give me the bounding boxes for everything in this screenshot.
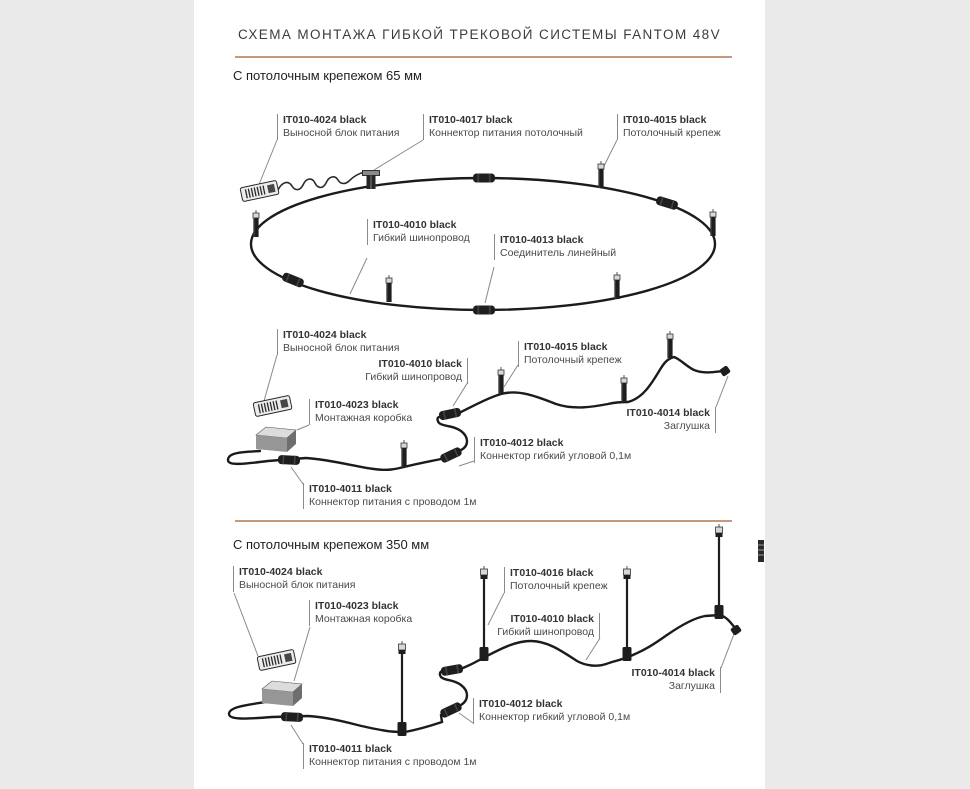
flexible-track-ring: [251, 178, 715, 310]
part-name: Коннектор питания с проводом 1м: [309, 755, 477, 768]
ceiling-mount-65: [710, 209, 716, 236]
ceiling-mount-65: [598, 161, 604, 188]
label-it010-4023: [309, 399, 412, 425]
part-name: Коннектор гибкий угловой 0,1м: [479, 710, 631, 723]
ceiling-mount-350: [480, 566, 489, 661]
label-it010-4017: [423, 114, 583, 140]
part-name: Потолочный крепеж: [623, 126, 721, 139]
corner-connector: [439, 701, 463, 718]
part-name: Коннектор питания потолочный: [429, 126, 583, 139]
part-name: Гибкий шинопровод: [365, 370, 462, 383]
ceiling-mount-65: [498, 367, 504, 394]
label-it010-4023: [309, 600, 412, 626]
mounting-box: [262, 681, 302, 706]
part-code: IT010-4016 black: [510, 567, 594, 579]
ceiling-mount-65: [386, 275, 392, 302]
power-supply-unit: [240, 180, 279, 201]
part-name: Потолочный крепеж: [524, 353, 622, 366]
part-name: Гибкий шинопровод: [373, 231, 470, 244]
label-it010-4011: [303, 743, 477, 769]
part-name: Потолочный крепеж: [510, 579, 608, 592]
label-it010-4013: [494, 234, 616, 260]
label-it010-4024: [277, 329, 399, 355]
feed-connector-1m: [278, 455, 300, 465]
part-name: Гибкий шинопровод: [497, 625, 594, 638]
part-code: IT010-4023 black: [315, 399, 399, 411]
label-it010-4015: [617, 114, 721, 140]
part-code: IT010-4023 black: [315, 600, 399, 612]
label-it010-4024: [277, 114, 399, 140]
ceiling-mount-65: [621, 375, 627, 402]
part-name: Заглушка: [663, 419, 710, 432]
label-it010-4012: [473, 698, 630, 724]
part-code: IT010-4010 black: [510, 613, 594, 625]
part-code: IT010-4014 black: [631, 667, 715, 679]
power-supply-unit: [257, 649, 296, 670]
ceiling-mount-350: [398, 641, 407, 736]
part-code: IT010-4012 black: [479, 698, 563, 710]
linear-connector: [473, 174, 495, 183]
part-code: IT010-4011 black: [309, 483, 392, 495]
ceiling-mount-350: [715, 524, 724, 619]
page-title: СХЕМА МОНТАЖА ГИБКОЙ ТРЕКОВОЙ СИСТЕМЫ FANTOM 48V: [238, 27, 721, 42]
part-name: Монтажная коробка: [315, 411, 413, 424]
ellipse-track-diagram: [240, 140, 716, 315]
part-code: IT010-4011 black: [309, 743, 392, 755]
part-code: IT010-4013 black: [500, 234, 584, 246]
part-code: IT010-4024 black: [283, 329, 367, 341]
part-name: Коннектор гибкий угловой 0,1м: [480, 449, 632, 462]
label-it010-4024: [233, 566, 355, 592]
power-supply-unit: [253, 395, 292, 416]
end-cap: [719, 365, 731, 377]
label-it010-4014: [627, 407, 716, 433]
linear-connector: [281, 272, 305, 289]
corner-connector: [440, 664, 463, 677]
section-heading-65mm: С потолочным крепежом 65 мм: [233, 68, 422, 83]
label-it010-4015: [518, 341, 622, 367]
ceiling-mount-65: [401, 440, 407, 467]
part-code: IT010-4010 black: [373, 219, 457, 231]
label-it010-4010: [367, 219, 470, 245]
label-it010-4010: [365, 358, 468, 384]
part-name: Выносной блок питания: [283, 126, 400, 139]
part-code: IT010-4010 black: [378, 358, 462, 370]
part-name: Выносной блок питания: [239, 578, 356, 591]
part-name: Заглушка: [668, 679, 715, 692]
section-heading-350mm: С потолочным крепежом 350 мм: [233, 537, 430, 552]
part-code: IT010-4014 black: [626, 407, 710, 419]
linear-connector: [473, 306, 495, 315]
part-name: Коннектор питания с проводом 1м: [309, 495, 477, 508]
diagram-sheet: [194, 0, 765, 789]
mounting-box: [256, 427, 296, 452]
part-name: Монтажная коробка: [315, 612, 413, 625]
label-it010-4011: [303, 483, 477, 509]
ceiling-mount-65: [667, 331, 673, 358]
corner-connector: [438, 407, 461, 420]
ceiling-mount-65: [614, 272, 620, 299]
part-name: Соединитель линейный: [500, 246, 617, 259]
part-code: IT010-4024 black: [239, 566, 323, 578]
rod-detail: [758, 540, 764, 562]
label-it010-4016: [504, 567, 608, 593]
part-code: IT010-4024 black: [283, 114, 367, 126]
part-code: IT010-4015 black: [623, 114, 707, 126]
feed-connector-1m: [281, 712, 303, 722]
part-code: IT010-4012 black: [480, 437, 564, 449]
part-code: IT010-4017 black: [429, 114, 513, 126]
label-it010-4012: [474, 437, 631, 463]
label-it010-4014: [632, 667, 721, 693]
corner-connector: [439, 446, 463, 463]
label-it010-4010: [497, 613, 600, 639]
part-code: IT010-4015 black: [524, 341, 608, 353]
ceiling-mount-65: [253, 210, 259, 237]
part-name: Выносной блок питания: [283, 341, 400, 354]
supply-cable: [278, 172, 365, 190]
linear-connector: [655, 195, 679, 210]
ceiling-mount-350: [623, 566, 632, 661]
